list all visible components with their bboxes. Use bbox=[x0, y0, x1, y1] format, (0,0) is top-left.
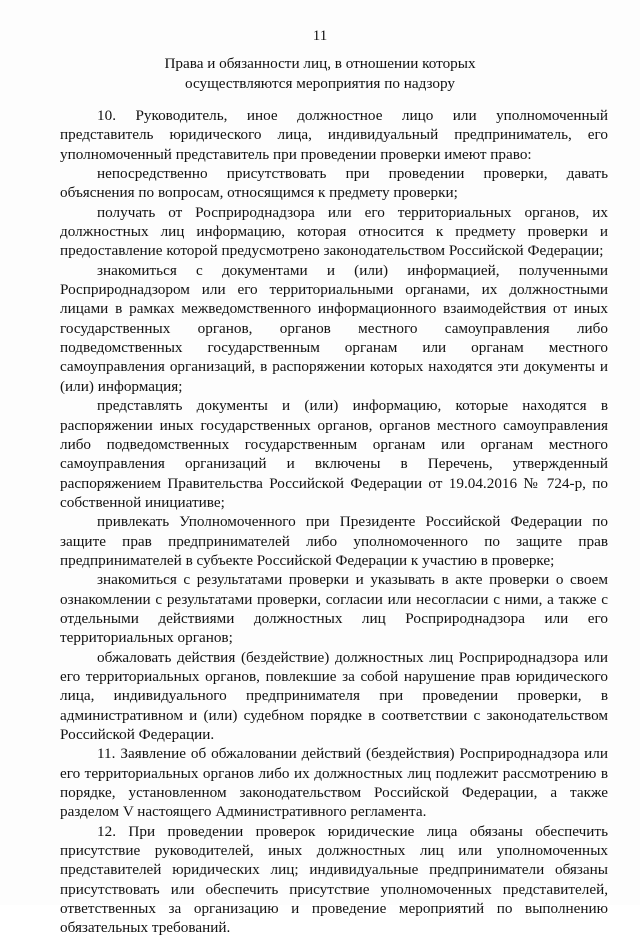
paragraph-item-11: 11. Заявление об обжаловании действий (бездействия) Росприроднадзора или его территориальных органов либо их должностных лиц подлежит рассмотрению в порядке, установленном законодательством Российской Федерации, а также разделом V настоящего Административного регламента. bbox=[60, 745, 608, 821]
document-body bbox=[60, 106, 608, 938]
section-title bbox=[60, 54, 580, 94]
paragraph-item-12: 12. При проведении проверок юридические лица обязаны обеспечить присутствие руководителей, иных должностных лиц или уполномоченных представителей юридических лиц; индивидуальные предприниматели обязаны присутствовать или обеспечить присутствие уполномоченных представителей, ответственных за организацию и проведение мероприятий по выполнению обязательных требований. bbox=[60, 822, 608, 937]
paragraph-right-involve-ombudsman: привлекать Уполномоченного при Президенте Российской Федерации по защите прав предпринимателей либо уполномоченного по защите прав предпринимателей в субъекте Российской Федерации к участию в проверке; bbox=[60, 513, 608, 569]
paragraph-item-10-intro: 10. Руководитель, иное должностное лицо или уполномоченный представитель юридического лица, индивидуальный предприниматель, его уполномоченный представитель при проведении проверки имеют право: bbox=[60, 107, 608, 163]
paragraph-right-appeal: обжаловать действия (бездействие) должностных лиц Росприроднадзора или его территориальных органов, повлекшие за собой нарушение прав юридического лица, индивидуального предпринимателя при проведении проверки, в административном и (или) судебном порядке в соответствии с законодательством Российской Федерации. bbox=[60, 648, 608, 743]
paragraph-right-review-results: знакомиться с результатами проверки и указывать в акте проверки о своем ознакомлении с результатами проверки, согласии или несогласии с ними, а также с отдельными действиями должностных лиц Росприроднадзора или его территориальных органов; bbox=[60, 571, 608, 647]
page-number: 11 bbox=[312, 28, 328, 44]
section-title-line-2: осуществляются мероприятия по надзору bbox=[184, 75, 456, 92]
paragraph-right-review-documents: знакомиться с документами и (или) информацией, полученными Росприроднадзором или его территориальными органами, их должностными лицами в рамках межведомственного информационного взаимодействия от иных государственных органов, органов местного самоуправления либо подведомственных государственным органам или органам местного самоуправления организаций, в распоряжении которых находятся эти документы и (или) информация; bbox=[60, 261, 608, 395]
paragraph-right-submit-documents: представлять документы и (или) информацию, которые находятся в распоряжении иных государственных органов, органов местного самоуправления либо подведомственных государственным органам или органам местного самоуправления организаций и включены в Перечень, утвержденный распоряжением Правительства Российской Федерации от 19.04.2016 № 724-р, по собственной инициативе; bbox=[60, 397, 608, 511]
section-title-line-1: Права и обязанности лиц, в отношении которых bbox=[164, 55, 476, 72]
paragraph-right-receive-info: получать от Росприроднадзора или его территориальных органов, их должностных лиц информацию, которая относится к предмету проверки и предоставление которой предусмотрено законодательством Российской Федерации; bbox=[60, 203, 608, 260]
paragraph-right-presence: непосредственно присутствовать при проведении проверки, давать объяснения по вопросам, относящимся к предмету проверки; bbox=[60, 165, 608, 202]
